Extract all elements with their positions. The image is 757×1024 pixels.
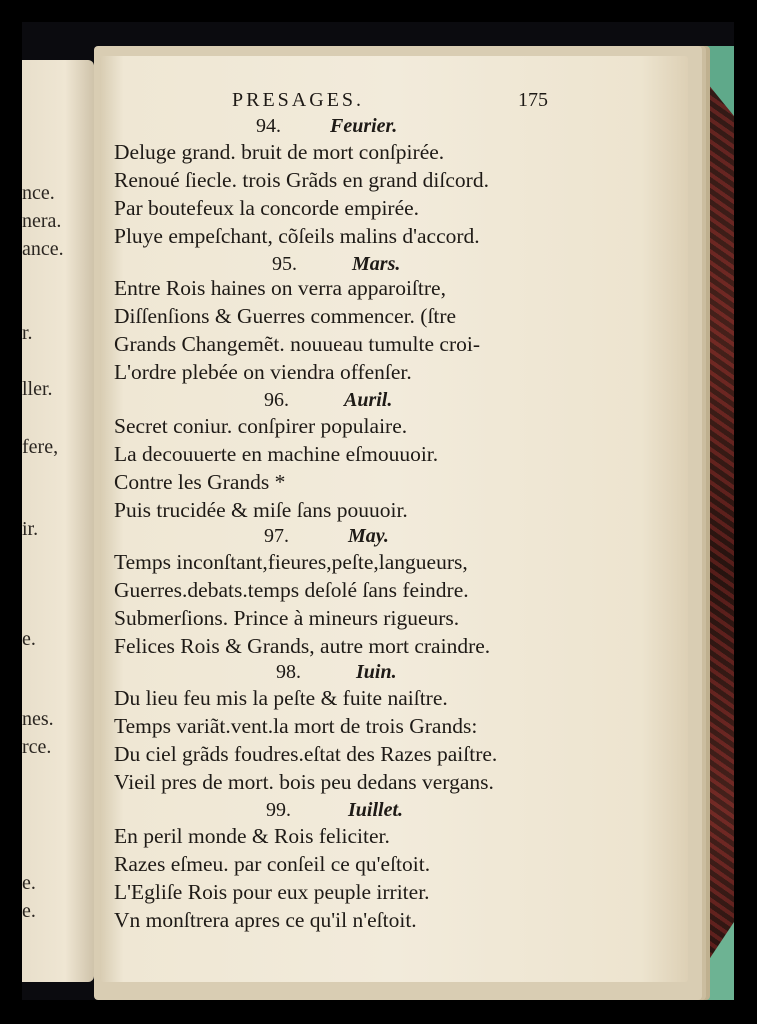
month-heading: Mars. bbox=[352, 253, 401, 275]
verse-line: Felices Rois & Grands, autre mort craindre. bbox=[114, 634, 491, 658]
page-number: 175 bbox=[518, 89, 548, 111]
verse-line: Guerres.debats.temps deſolé ſans feindre. bbox=[114, 578, 469, 602]
month-heading: May. bbox=[348, 525, 389, 547]
verse-line: Diſſenſions & Guerres commencer. (ſtre bbox=[114, 304, 457, 328]
left-page-fragment: e. bbox=[22, 900, 36, 922]
left-page-fragment: ir. bbox=[22, 518, 39, 540]
quatrain-number: 95. bbox=[272, 253, 297, 275]
left-page-fragment: nce. bbox=[22, 182, 55, 204]
verse-line: Par boutefeux la concorde empirée. bbox=[114, 196, 420, 220]
verse-line: En peril monde & Rois feliciter. bbox=[114, 824, 390, 848]
month-heading: Auril. bbox=[344, 389, 393, 411]
verse-line: Grands Changemẽt. nouueau tumulte croi- bbox=[114, 332, 480, 356]
quatrain-number: 98. bbox=[276, 661, 301, 683]
left-page-fragment: nes. bbox=[22, 708, 54, 730]
facing-left-page bbox=[22, 60, 94, 982]
verse-line: Vn monſtrera apres ce qu'il n'eſtoit. bbox=[114, 908, 417, 932]
verse-line: Submerſions. Prince à mineurs rigueurs. bbox=[114, 606, 460, 630]
verse-line: Contre les Grands * bbox=[114, 470, 286, 494]
month-heading: Feurier. bbox=[330, 115, 398, 137]
quatrain-number: 94. bbox=[256, 115, 281, 137]
left-page-fragment: fere, bbox=[22, 436, 59, 458]
verse-line: Vieil pres de mort. bois peu dedans vergans. bbox=[114, 770, 494, 794]
verse-line: Renoué ſiecle. trois Grãds en grand diſcord. bbox=[114, 168, 489, 192]
book-photo bbox=[22, 22, 734, 1000]
verse-line: Temps variãt.vent.la mort de trois Grands: bbox=[114, 714, 478, 738]
verse-line: Puis trucidée & miſe ſans pouuoir. bbox=[114, 498, 408, 522]
verse-line: Entre Rois haines on verra apparoiſtre, bbox=[114, 276, 446, 300]
left-page-fragment: ance. bbox=[22, 238, 64, 260]
left-page-fragment: nera. bbox=[22, 210, 62, 232]
quatrain-number: 99. bbox=[266, 799, 291, 821]
verse-line: Deluge grand. bruit de mort conſpirée. bbox=[114, 140, 445, 164]
quatrain-number: 97. bbox=[264, 525, 289, 547]
left-page-fragment: e. bbox=[22, 872, 36, 894]
verse-line: Temps inconſtant,fieures,peſte,langueurs, bbox=[114, 550, 468, 574]
verse-line: Pluye empeſchant, cõſeils malins d'accord. bbox=[114, 224, 480, 248]
right-page bbox=[100, 56, 688, 982]
verse-line: Secret coniur. conſpirer populaire. bbox=[114, 414, 408, 438]
left-page-fragment: rce. bbox=[22, 736, 52, 758]
verse-line: La decouuerte en machine eſmouuoir. bbox=[114, 442, 439, 466]
verse-line: L'ordre plebée on viendra offenſer. bbox=[114, 360, 412, 384]
left-page-fragment: ller. bbox=[22, 378, 53, 400]
month-heading: Iuin. bbox=[356, 661, 397, 683]
quatrain-number: 96. bbox=[264, 389, 289, 411]
left-page-fragment: e. bbox=[22, 628, 36, 650]
month-heading: Iuillet. bbox=[348, 799, 404, 821]
running-title: PRESAGES. bbox=[232, 89, 365, 111]
verse-line: L'Egliſe Rois pour eux peuple irriter. bbox=[114, 880, 430, 904]
verse-line: Du lieu feu mis la peſte & fuite naiſtre. bbox=[114, 686, 448, 710]
verse-line: Du ciel grãds foudres.eſtat des Razes paiſtre. bbox=[114, 742, 498, 766]
left-page-fragment: r. bbox=[22, 322, 33, 344]
verse-line: Razes eſmeu. par conſeil ce qu'eſtoit. bbox=[114, 852, 431, 876]
